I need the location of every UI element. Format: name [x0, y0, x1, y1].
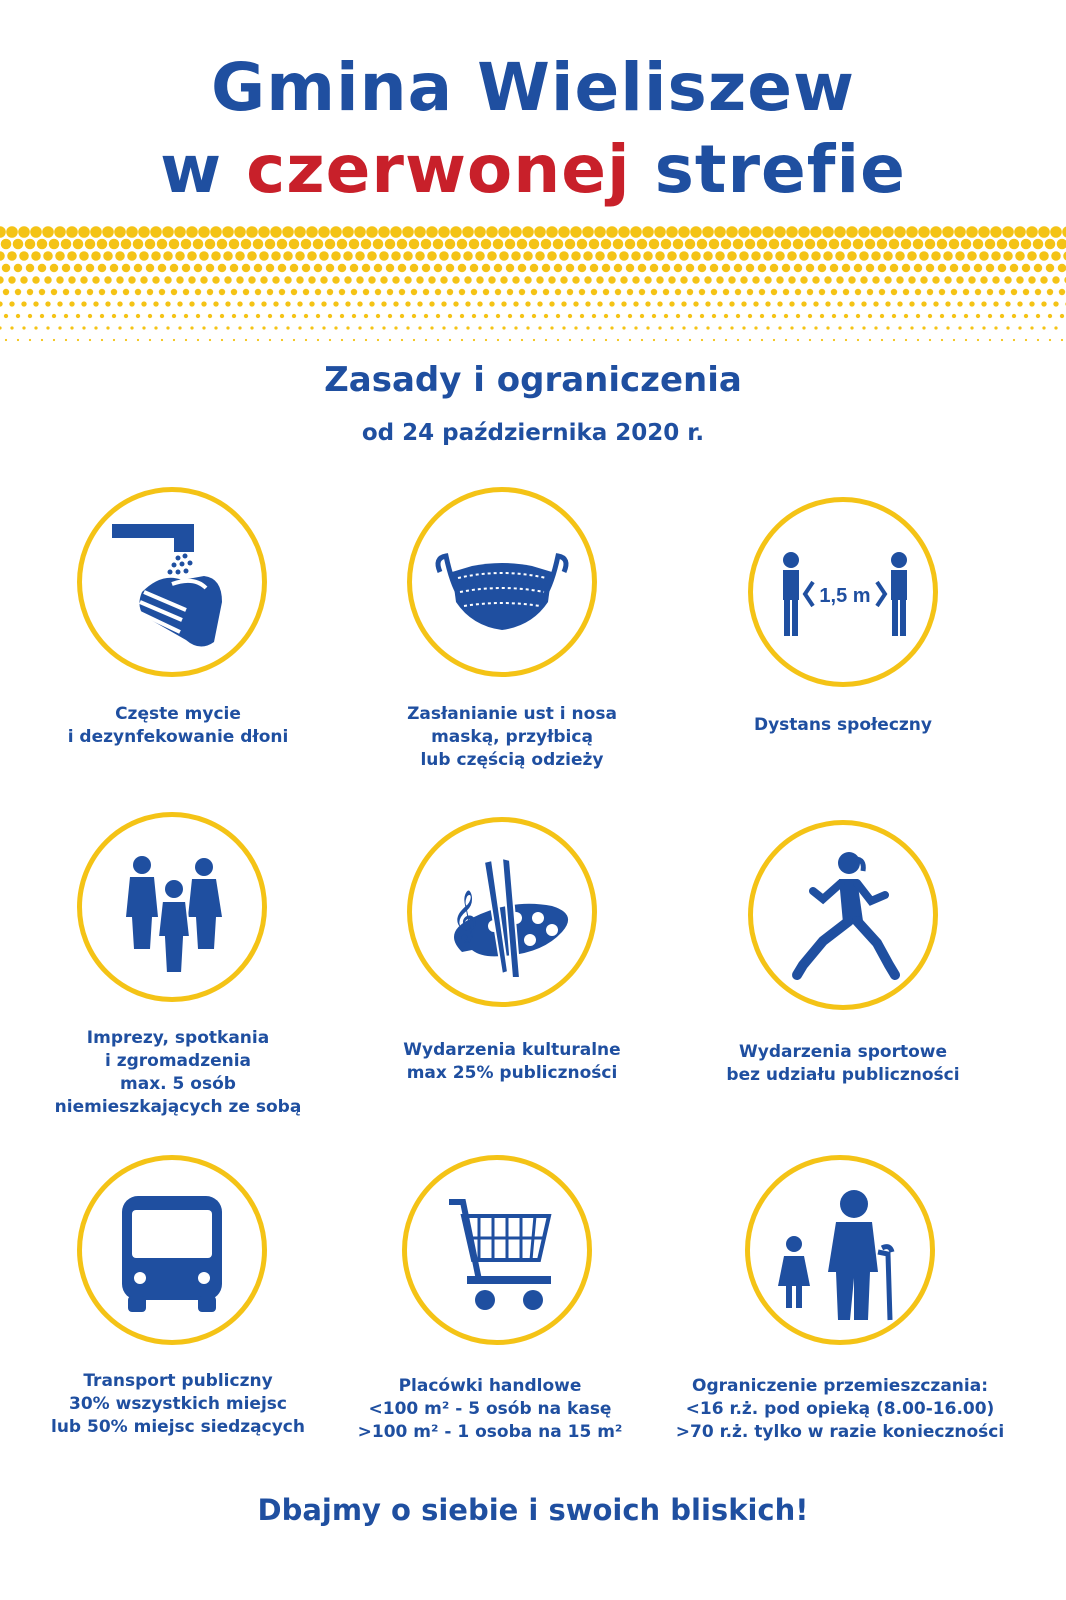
- rule-circle-1: [77, 487, 267, 677]
- rule-circle-8: [402, 1155, 592, 1345]
- title-line-1: Gmina Wieliszew: [211, 49, 855, 126]
- child-and-elder-icon: [750, 1160, 930, 1340]
- caption-line: Wydarzenia sportowe: [739, 1042, 947, 1062]
- date-line: od 24 października 2020 r.: [361, 420, 705, 446]
- halftone-dots-divider: [0, 226, 1066, 342]
- social-distance-icon: [753, 502, 933, 682]
- hand-washing-icon: [82, 492, 262, 672]
- rule-circle-4: [77, 812, 267, 1002]
- rule-caption-4: [0, 1027, 358, 1119]
- caption-line: Wydarzenia kulturalne: [403, 1040, 621, 1060]
- caption-line: >70 r.ż. tylko w razie konieczności: [675, 1422, 1005, 1442]
- title-line-2: [0, 132, 1066, 208]
- runner-icon: [753, 825, 933, 1005]
- caption-line: Zasłanianie ust i nosa: [407, 704, 617, 724]
- caption-line: bez udziału publiczności: [726, 1065, 960, 1085]
- caption-line: i zgromadzenia: [104, 1051, 252, 1071]
- rule-circle-7: [77, 1155, 267, 1345]
- caption-line: lub częścią odzieży: [420, 750, 604, 770]
- caption-line: <100 m² - 5 osób na kasę: [368, 1399, 612, 1419]
- caption-line: max. 5 osób: [120, 1074, 236, 1094]
- caption-line: Dystans społeczny: [753, 715, 932, 735]
- footer-slogan: Dbajmy o siebie i swoich bliskich!: [257, 1493, 809, 1527]
- caption-line: niemieszkających ze sobą: [54, 1097, 302, 1117]
- caption-line: Ograniczenie przemieszczania:: [692, 1376, 988, 1396]
- caption-line: Transport publiczny: [83, 1371, 273, 1391]
- caption-line: Częste mycie: [115, 704, 241, 724]
- svg-text:𝄞: 𝄞: [452, 890, 479, 941]
- title-word-w: w: [160, 131, 223, 208]
- rule-circle-5: [407, 817, 597, 1007]
- culture-palette-icon: [412, 822, 592, 1002]
- caption-line: maską, przyłbicą: [431, 727, 593, 747]
- section-subtitle: Zasady i ograniczenia: [324, 360, 742, 400]
- bus-icon: [82, 1160, 262, 1340]
- rule-circle-2: [407, 487, 597, 677]
- caption-line: i dezynfekowanie dłoni: [67, 727, 289, 747]
- rule-caption-2: [332, 703, 692, 772]
- people-group-icon: [82, 817, 262, 997]
- caption-line: lub 50% miejsc siedzących: [51, 1417, 305, 1437]
- face-mask-icon: [412, 492, 592, 672]
- rule-circle-3: [748, 497, 938, 687]
- rule-caption-3: [663, 714, 1023, 737]
- caption-line: 30% wszystkich miejsc: [69, 1394, 287, 1414]
- shopping-cart-icon: [407, 1160, 587, 1340]
- rule-caption-6: [663, 1041, 1023, 1087]
- caption-line: Placówki handlowe: [398, 1376, 582, 1396]
- title-word-red: czerwonej: [246, 131, 631, 208]
- rule-caption-1: [0, 703, 358, 749]
- rule-caption-9: [660, 1375, 1020, 1444]
- caption-line: Imprezy, spotkania: [86, 1028, 270, 1048]
- caption-line: >100 m² - 1 osoba na 15 m²: [357, 1422, 623, 1442]
- caption-line: <16 r.ż. pod opieką (8.00-16.00): [685, 1399, 995, 1419]
- rule-caption-8: [310, 1375, 670, 1444]
- caption-line: max 25% publiczności: [406, 1063, 618, 1083]
- title-word-strefie: strefie: [654, 131, 906, 208]
- rule-circle-6: [748, 820, 938, 1010]
- rule-caption-5: [332, 1039, 692, 1085]
- rule-caption-7: [0, 1370, 358, 1439]
- distance-label: 1,5 m: [819, 585, 871, 607]
- rule-circle-9: [745, 1155, 935, 1345]
